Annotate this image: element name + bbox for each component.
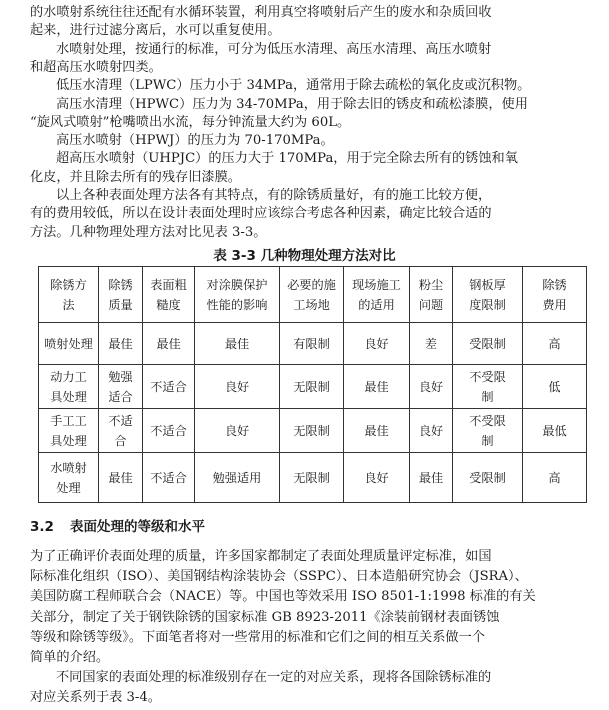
cell-text: 不适合 [150,423,187,438]
text-line: 不同国家的表面处理的标准级别存在一定的对应关系，现将各国除锈标准的 [56,670,492,686]
cell-text: 不受限 [469,413,506,428]
text-line: 方法。几种物理处理方法对比见表 3-3。 [30,224,267,240]
table-header-cell [453,267,523,323]
cell-text: 不适 [108,413,133,428]
text-line: 以上各种表面处理方法各有其特点，有的除锈质量好，有的施工比较方便， [56,188,492,203]
table-header-cell [99,267,143,323]
table-cell [453,409,523,453]
table-row [39,323,587,365]
table-row [39,453,587,503]
cell-text: 合 [114,433,127,448]
table-cell [143,453,195,503]
cell-text: 最佳 [156,336,181,351]
cell-text: 具处理 [50,433,87,448]
table-header-row [39,267,587,323]
cell-text: 低 [548,379,561,394]
cell-text: 良好 [418,423,444,438]
text-line: 起来，进行过滤分离后，水可以重复使用。 [30,23,281,39]
table-cell [280,365,344,409]
text-line: 际标准化组织（ISO）、美国钢结构涂装协会（SSPC）、日本造船研究协会（JSRA）、 [30,569,528,585]
cell-text: 良好 [364,336,389,351]
table-cell [410,409,453,453]
text-line: 美国防腐工程师联合会（NACE）等。中国也等效采用 ISO 8501-1:1998 标准的有关 [30,589,536,605]
cell-text: 差 [424,336,438,351]
table-cell [39,365,99,409]
text-line: 水喷射处理，按通行的标准，可分为低压水清理、高压水清理、高压水喷射 [56,41,492,57]
cell-text: 无限制 [293,379,330,394]
text-line: 的水喷射系统往往还配有水循环装置，利用真空将喷射后产生的废水和杂质回收 [30,5,492,20]
text-line: 低压水清理（LPWC）压力小于 34MPa，通常用于除去疏松的氧化皮或沉积物。 [56,78,531,94]
text-line: 简单的介绍。 [30,650,110,665]
cell-text: 无限制 [293,423,330,438]
table-cell [280,323,344,365]
section-number: 3.2 [30,519,54,535]
text-line: 超高压水喷射（UHPJC）的压力大于 170MPa，用于完全除去所有的锈蚀和氧 [56,151,518,167]
cell-text: 制 [481,433,494,448]
cell-text: 不受限 [469,369,506,384]
table-cell [453,453,523,503]
table-cell [195,323,280,365]
table-cell [523,323,587,365]
section-title: 表面处理的等级和水平 [70,519,205,535]
cell-text: 良好 [224,379,250,394]
cell-text: 钢板厚 [469,277,506,292]
cell-text: 的适用 [358,297,395,312]
table-cell [523,409,587,453]
table-cell [523,365,587,409]
table-cell [344,323,410,365]
cell-text: 除锈 [108,277,133,292]
table-cell [280,453,344,503]
table-header-cell [280,267,344,323]
cell-text: 最佳 [418,470,444,485]
cell-text: 勉强适用 [212,470,262,485]
cell-text: 手工工 [50,413,87,428]
cell-text: 制 [481,389,494,404]
table-cell [39,409,99,453]
cell-text: 质量 [108,297,133,312]
table-cell [39,323,99,365]
text-line: 对应关系列于表 3-4。 [30,690,161,706]
cell-text: 具处理 [50,389,87,404]
cell-text: 良好 [224,423,250,438]
text-line: “旋风式喷射”枪嘴喷出水流，每分钟流量大约为 60L。 [30,114,351,130]
cell-text: 现场施工 [352,277,401,292]
table-cell [39,453,99,503]
table-cell [195,453,280,503]
cell-text: 水喷射 [50,460,87,475]
section-heading [30,515,205,535]
cell-text: 度限制 [469,297,506,312]
cell-text: 性能的影响 [206,297,268,312]
table-cell [99,453,143,503]
table-cell [195,365,280,409]
cell-text: 最佳 [108,470,133,485]
cell-text: 良好 [418,379,444,394]
table-cell [99,323,143,365]
table-cell [143,323,195,365]
cell-text: 无限制 [293,470,330,485]
cell-text: 高 [548,470,561,485]
table-header-cell [344,267,410,323]
text-line: 高压水清理（HPWC）压力为 34-70MPa，用于除去旧的锈皮和疏松漆膜，使用 [56,96,528,112]
cell-text: 问题 [418,297,444,312]
cell-text: 最佳 [224,336,250,351]
cell-text: 糙度 [156,297,181,312]
table-cell [280,409,344,453]
cell-text: 有限制 [293,336,330,351]
cell-text: 喷射处理 [44,336,93,351]
table-cell [344,453,410,503]
cell-text: 粉尘 [418,277,444,292]
cell-text: 不适合 [150,379,187,394]
table-row [39,365,587,409]
table-header-cell [39,267,99,323]
comparison-table [38,266,587,503]
cell-text: 良好 [364,470,389,485]
table-cell [410,453,453,503]
table-cell [344,365,410,409]
cell-text: 除锈 [542,277,567,292]
table-header-cell [195,267,280,323]
cell-text: 必要的施 [287,277,336,292]
table-cell [410,365,453,409]
text-line: 关部分，制定了关于钢铁除锈的国家标准 GB 8923-2011《涂装前钢材表面锈蚀 [30,609,500,625]
text-line: 化皮，并且除去所有的残存旧漆膜。 [30,169,241,185]
table-cell [453,323,523,365]
table-row [39,409,587,453]
cell-text: 最佳 [108,336,133,351]
cell-text: 最低 [542,423,567,438]
cell-text: 表面粗 [150,277,187,292]
table-cell [523,453,587,503]
table-cell [143,365,195,409]
cell-text: 法 [62,297,75,312]
cell-text: 除锈方 [50,277,87,292]
cell-text: 受限制 [469,470,506,485]
cell-text: 适合 [108,389,133,404]
text-line: 高压水喷射（HPWJ）的压力为 70-170MPa。 [56,133,334,149]
text-line: 为了正确评价表面处理的质量，许多国家都制定了表面处理质量评定标准，如国 [30,549,492,564]
cell-text: 处理 [56,480,81,495]
table-cell [99,409,143,453]
cell-text: 勉强 [108,369,133,384]
cell-text: 高 [548,336,561,351]
cell-text: 动力工 [50,369,87,384]
table-header-cell [523,267,587,323]
table-cell [410,323,453,365]
table-cell [195,409,280,453]
cell-text: 最佳 [364,379,389,394]
table-cell [143,409,195,453]
table-cell [453,365,523,409]
table-cell [344,409,410,453]
cell-text: 对涂膜保护 [206,277,268,292]
text-line: 和超高压水喷射四类。 [30,59,162,75]
table-cell [99,365,143,409]
text-line: 等级和除锈等级》。下面笔者将对一些常用的标准和它们之间的相互关系做一个 [30,629,485,645]
table-header-cell [143,267,195,323]
text-line: 有的费用较低，所以在设计表面处理时应该综合考虑各种因素，确定比较合适的 [30,206,492,222]
cell-text: 最佳 [364,423,389,438]
cell-text: 受限制 [469,336,506,351]
cell-text: 不适合 [150,470,187,485]
cell-text: 费用 [542,297,567,312]
table-caption: 表 3-3 几种物理处理方法对比 [213,248,396,264]
table-header-cell [410,267,453,323]
cell-text: 工场地 [293,297,330,312]
